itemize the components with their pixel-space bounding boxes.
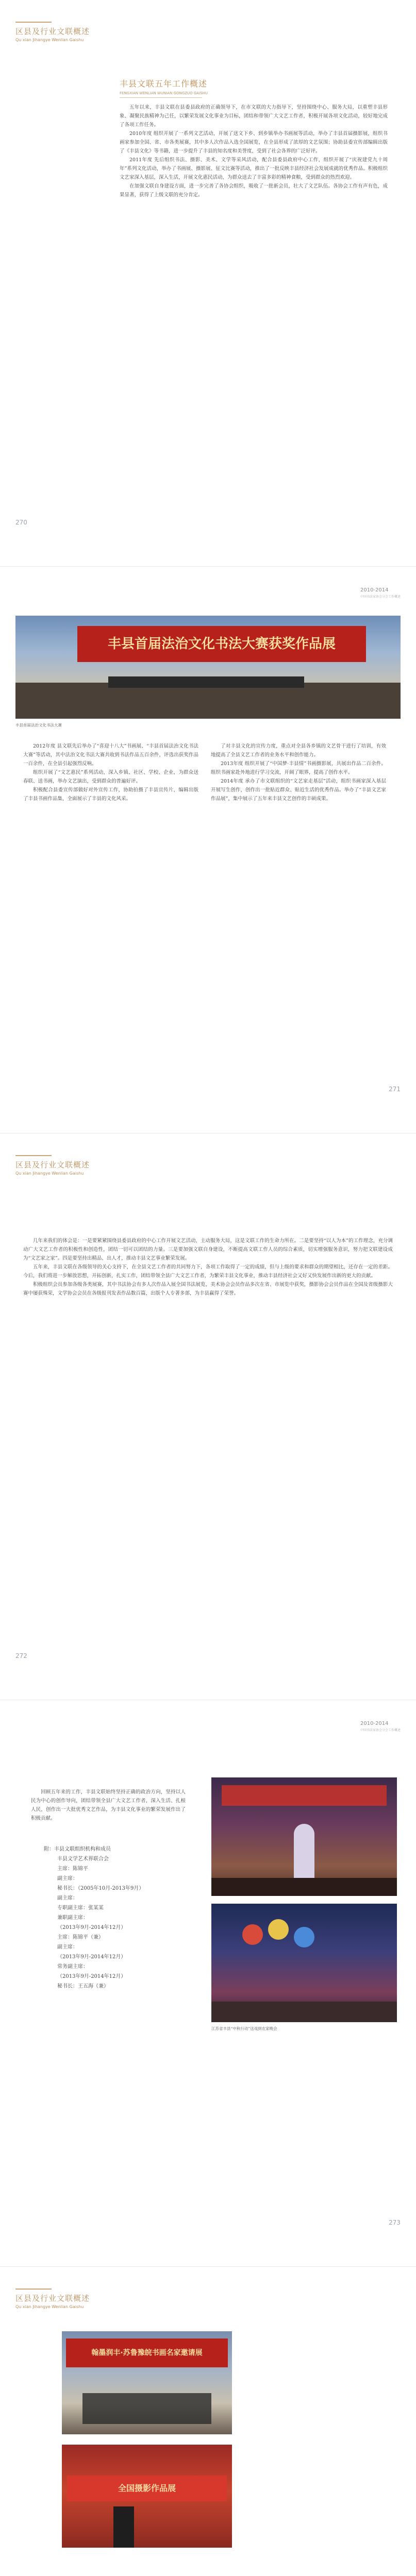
header-right-subtitle: 中国书法家协会分会工作概述 [360,595,401,599]
info-line: 主席：陈锦平 [57,1866,88,1872]
paragraph: 了对丰县文化的宣传力度，重点对全县各乡镇的文艺骨干进行了培训，有效地提高了全县文艺工作者的业务水平和创作能力。 [211,743,386,758]
paragraph: 2012年度 县文联先后举办了“喜迎十八大”书画展、“丰县首届法治文化书法大赛”等活动，其中法治文化书法大赛共收到书法作品五百余件，评选出获奖作品一百余件，在全县引起强烈反响。 [23,743,198,767]
performance-photo [211,1777,397,1896]
article-columns [23,742,386,803]
header-title: 区县及行业文联概述 [15,27,90,36]
info-line: 丰县文学艺术界联合会 [57,1856,109,1862]
paragraph: 2013年度 组织开展了“中国梦·丰县情”书画摄影展，共展出作品二百余件。组织书画家赴外地进行学习交流，开阔了眼界，提高了创作水平。 [211,761,386,775]
exhibition-banner-b: 全国摄影作品展 [67,2476,227,2501]
info-line: 兼职副主席： [57,1915,88,1921]
organization-info [44,1844,188,1991]
paragraph: 组织开展了“文艺惠民”系列活动，深入乡镇、社区、学校、企业，为群众送春联、送书画，举办文艺演出，受到群众的普遍好评。 [23,770,198,784]
running-header-right [360,1721,401,1732]
page-270 [0,0,416,567]
info-line: 常务副主席： [57,1964,88,1970]
info-line: （2013年9月-2014年12月） [57,1974,126,1979]
info-line: 秘书长：（2005年10月-2013年9月） [57,1886,144,1891]
article-text [23,1236,393,1298]
ceremony-photo [62,2445,232,2548]
photo-caption: 江苏省丰县“中秋行动”送戏到农家晚会 [211,2026,277,2031]
paragraph: 2011年度 先后组织书法、摄影、美术、文学等采风活动，配合县委县政府中心工作，组织开展了“庆祝建党九十周年”系列文化活动，举办了书画展、摄影展、征文比赛等活动，推出了一批反映丰县经济社会发展成就的优秀作品。积极组织文艺家深入基层，深入生活，开展文化惠民活动，为群众送去了丰富多彩的精神食粮，受到群众的热烈欢迎。 [120,157,388,180]
running-header [15,1155,90,1176]
running-header [15,22,90,42]
event-banner: 丰县首届法治文化书法大赛获奖作品展 [77,626,366,662]
paragraph: 积极组织会员参加各级各类展赛，其中书法协会有多人次作品入展全国书法展览，美术协会会员作品多次在省、市展览中获奖，摄影协会会员作品在全国及省级摄影大赛中屡获殊荣，文学协会会员在各级报刊发表作品数百篇，出版个人专著多部，为丰县赢得了荣誉。 [23,1282,393,1296]
info-line: 副主席： [57,1876,78,1882]
page-273 [0,1700,416,2267]
info-line: 副主席： [57,1944,78,1950]
paragraph: 积极配合县委宣传部做好对外宣传工作，协助拍摄了丰县宣传片，编辑出版了丰县书画作品集，全面展示了丰县的文化风采。 [23,787,198,802]
column-right [211,742,386,803]
paragraph: 2010年度 组织开展了一系列文艺活动，开展了送文下乡、到乡镇举办书画展等活动，举办了丰县首届摄影展，组织书画家参加全国、省、市各类展赛，其中多人次作品入选全国展览，在全县形成了浓厚的文艺氛围；协助县委宣传部编辑出版了《丰县文化》等书籍，进一步提升了丰县的知名度和美誉度，受到了社会各界的广泛好评。 [120,131,388,154]
paragraph: 2014年度 承办了市文联组织的“文艺家走基层”活动，组织书画家深入基层开展写生创作，创作出一批贴近群众、贴近生活的优秀作品。举办了“丰县文艺家作品展”，集中展示了五年来丰县文艺创作的丰硕成果。 [211,778,386,802]
paragraph: 五年来，丰县文联在各级领导的关心支持下，在全县文艺工作者的共同努力下，各项工作取得了一定的成绩，但与上级的要求和群众的期望相比，还存在一定的差距。今后，我们将进一步解放思想，开拓创新，扎实工作，团结带领全县广大文艺工作者，为繁荣丰县文化事业，推动丰县经济社会又好又快发展作出新的更大的贡献。 [23,1264,393,1279]
section-title-block [120,77,388,98]
header-year: 2010-2014 [360,1721,389,1726]
intro-text [31,1788,186,1823]
header-subtitle: Qu xian Jihangye Wenlian Gaishu [15,1171,84,1176]
section-title-en: FENGXIAN WENLIAN WUNIAN GONGZUO GAISHU [120,91,208,95]
running-header [15,2289,90,2309]
info-line: （2013年9月-2014年12月） [57,1925,126,1930]
page-number: 271 [389,1086,401,1093]
exhibition-banner: 翰墨润丰·苏鲁豫皖书画名家邀请展 [66,2338,228,2367]
stage-photo [211,1904,397,2022]
header-right-subtitle: 中国书法家协会分会工作概述 [360,1728,401,1732]
info-line: （2013年9月-2014年12月） [57,1954,126,1960]
paragraph: 五年以来，丰县文联在县委县政府的正确领导下，在市文联的大力指导下，坚持围绕中心、服务大局，以重塑丰县形象、凝聚民族精神为己任，以繁荣发展文化事业为目标，团结和带领广大文艺工作者，积极开展各项文化活动，较好地完成了各项工作任务。 [120,105,388,128]
opening-photo [62,2331,232,2434]
info-line: 专职副主席：张某某 [57,1905,104,1911]
page-number: 272 [15,1652,27,1659]
info-line: 副主席： [57,1895,78,1901]
page-number: 270 [15,519,27,526]
paragraph: 几年来我们的体会是：一是要紧紧围绕县委县政府的中心工作开展文艺活动，主动服务大局，这是文联工作的生命力所在。二是要坚持“以人为本”的工作理念，充分调动广大文艺工作者的积极性和创造性，团结一切可以团结的力量。三是要加强文联自身建设，不断提高文联工作人员的综合素质，切实增强服务意识，努力把文联建设成为“文艺家之家”。四是要坚持出精品、出人才，推动丰县文艺事业繁荣发展。 [23,1238,393,1261]
info-line: 主席：陈锦平（兼） [57,1935,104,1940]
info-line: 秘书长：王五海（兼） [57,1984,109,1989]
article-text [120,103,388,199]
page-number: 273 [389,2219,401,2226]
header-year: 2010-2014 [360,587,389,593]
section-title: 丰县文联五年工作概述 [120,79,208,89]
event-photo [15,616,401,719]
header-subtitle: Qu xian Jihangye Wenlian Gaishu [15,38,84,42]
page-274 [0,2267,416,2576]
page-271 [0,567,416,1133]
page-272 [0,1133,416,1700]
paragraph: 回顾五年来的工作，丰县文联始终坚持正确的政治方向，坚持以人民为中心的创作导向，团结带领全县广大文艺工作者，深入生活、扎根人民，创作出一大批优秀文艺作品，为丰县文化事业的繁荣发展作出了积极贡献。 [31,1789,186,1821]
paragraph: 在加强文联自身建设方面，进一步完善了各协会组织，吸收了一批新会员，壮大了文艺队伍。各协会工作有声有色，成果显著，获得了上级文联的充分肯定。 [120,183,388,198]
column-left [23,742,198,803]
running-header-right [360,587,401,599]
header-title: 区县及行业文联概述 [15,1160,90,1170]
info-label: 附：丰县文联组织机构和成员 [44,1846,111,1852]
header-subtitle: Qu xian Jihangye Wenlian Gaishu [15,2304,84,2309]
header-title: 区县及行业文联概述 [15,2294,90,2303]
photo-caption: 丰县首届法治文化书法大赛 [15,723,62,727]
